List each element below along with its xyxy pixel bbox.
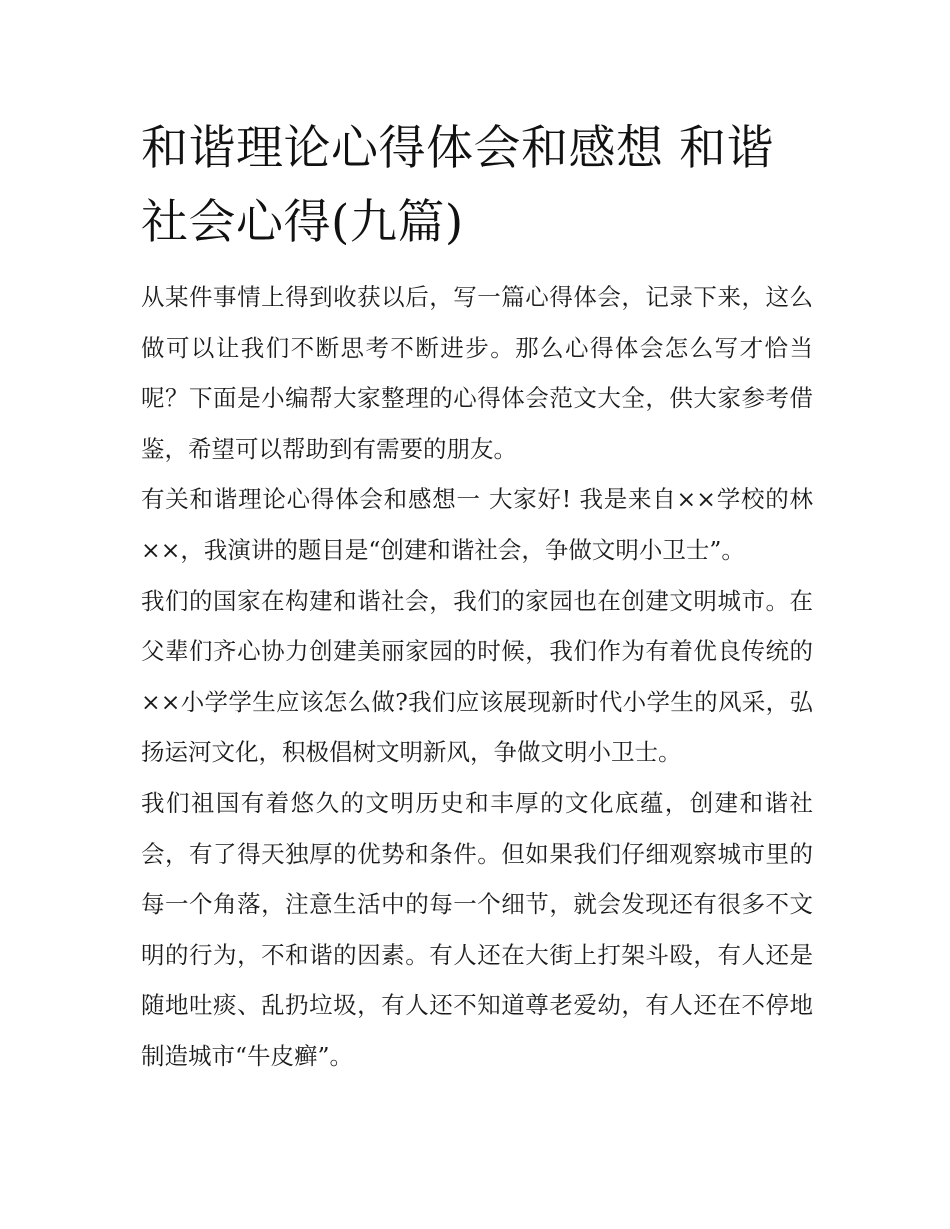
paragraph-speech-opening: 有关和谐理论心得体会和感想一 大家好! 我是来自××学校的林××，我演讲的题目是“创建和谐社会，争做文明小卫士”。 (141, 485, 813, 564)
paragraph-civilized-city: 我们的国家在构建和谐社会，我们的家园也在创建文明城市。在父辈们齐心协力创建美丽家园的时候，我们作为有着优良传统的××小学学生应该怎么做?我们应该展现新时代小学生的风采，弘扬运河文化，积极倡树文明新风，争做文明小卫士。 (141, 586, 813, 767)
document-title: 和谐理论心得体会和感想 和谐社会心得(九篇) (141, 121, 774, 250)
paragraph-intro: 从某件事情上得到收获以后，写一篇心得体会，记录下来，这么做可以让我们不断思考不断进步。那么心得体会怎么写才恰当呢？下面是小编帮大家整理的心得体会范文大全，供大家参考借鉴，希望可以帮助到有需要的朋友。 (141, 283, 813, 463)
document-body (141, 112, 813, 1082)
paragraph-uncivilized-behavior: 我们祖国有着悠久的文明历史和丰厚的文化底蕴，创建和谐社会，有了得天独厚的优势和条件。但如果我们仔细观察城市里的每一个角落，注意生活中的每一个细节，就会发现还有很多不文明的行为，不和谐的因素。有人还在大街上打架斗殴，有人还是随地吐痰、乱扔垃圾，有人还不知道尊老爱幼，有人还在不停地制造城市“牛皮癣”。 (141, 788, 813, 1070)
